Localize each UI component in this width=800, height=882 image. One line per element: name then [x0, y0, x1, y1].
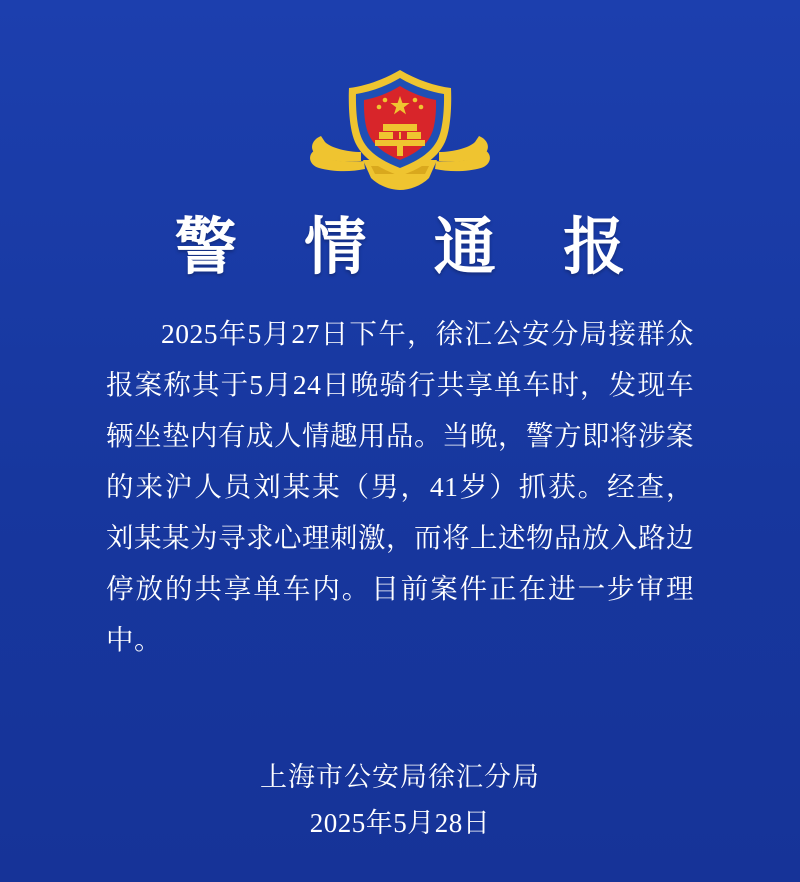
issuing-organization: 上海市公安局徐汇分局: [260, 762, 540, 792]
police-badge-icon: [305, 62, 495, 192]
police-badge-emblem: [305, 62, 495, 192]
document-footer: [0, 754, 800, 846]
notice-body-text: 2025年5月27日下午，徐汇公安分局接群众报案称其于5月24日晚骑行共享单车时，发现车辆坐垫内有成人情趣用品。当晚，警方即将涉案的来沪人员刘某某（男，41岁）抓获。经查，刘某某为寻求心理刺激，而将上述物品放入路边停放的共享单车内。目前案件正在进一步审理中。: [106, 318, 694, 656]
document-title: 警 情 通 报: [174, 214, 652, 282]
issue-date: 2025年5月28日: [309, 808, 491, 838]
